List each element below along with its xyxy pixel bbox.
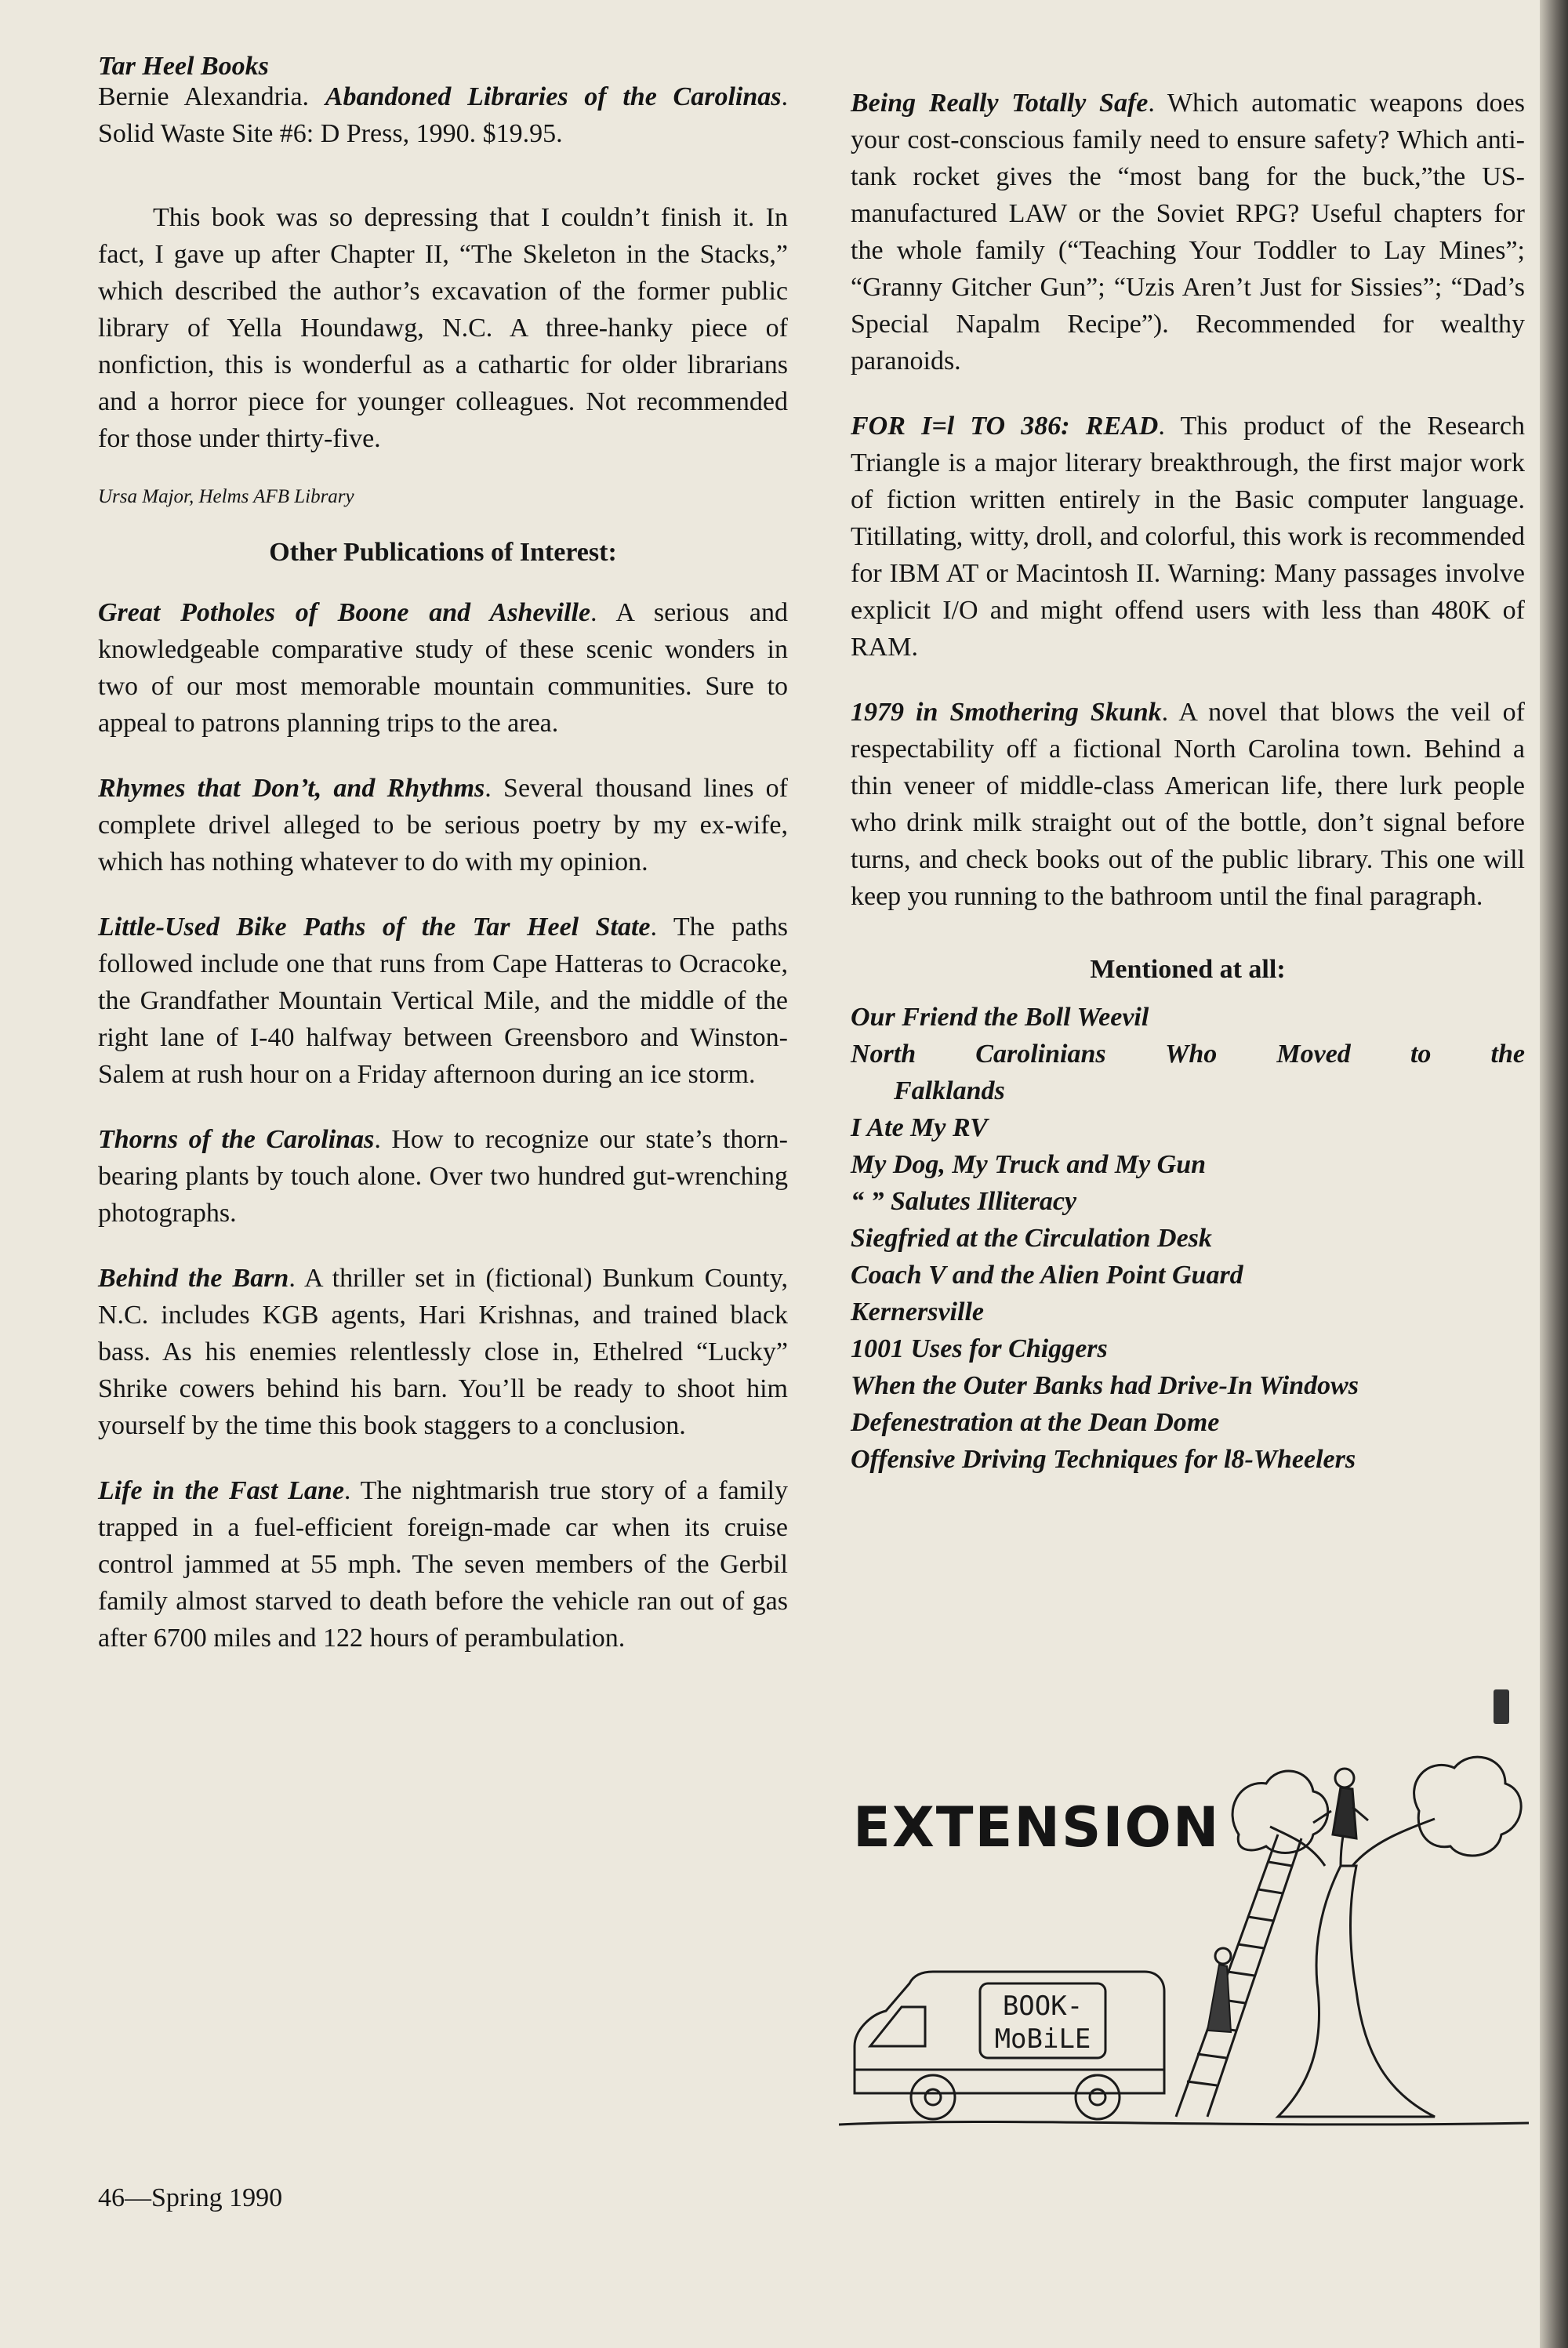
page-footer: 46—Spring 1990: [98, 2183, 283, 2212]
entry-text: . The nightmarish true story of a family trapped in a fuel-efficient foreign-made car when its cruise control jammed at 55 mph. The seven members of the Gerbil family almost starved to death before the vehicle ran out of gas after 6700 miles and 122 hours of perambulation.: [98, 1476, 788, 1653]
entry-text: . A serious and knowledgeable comparative study of these scenic wonders in two of our most memorable mountain communities. Sure to appeal to patrons planning trips to the area.: [98, 598, 789, 738]
mentioned-item: Siegfried at the Circulation Desk: [851, 1224, 1212, 1253]
extension-title: EXTENSION: [853, 1795, 1221, 1860]
van-sign-line1: BOOK-: [1002, 1991, 1083, 2022]
mentioned-item: 1001 Uses for Chiggers: [851, 1334, 1108, 1363]
entry: [98, 1260, 788, 1444]
mentioned-item: Kernersville: [851, 1297, 984, 1326]
mentioned-item: When the Outer Banks had Drive-In Windows: [851, 1371, 1359, 1400]
ground-line: [839, 2121, 1529, 2125]
tree-foliage-left: [1232, 1771, 1328, 1853]
page-tab-marker: [1494, 1689, 1509, 1724]
entry-text: . A novel that blows the veil of respectability off a fictional North Carolina town. Behind a thin veneer of middle-class American life, there lurk people who drink milk straight out of the bottle, don’t signal before turns, and check books out of the public library. This one will keep you running to the bathroom until the final paragraph.: [851, 698, 1525, 911]
mentioned-item: I Ate My RV: [851, 1113, 988, 1142]
citation-author: Bernie Alexandria.: [98, 82, 325, 111]
entry-title: FOR I=l TO 386: READ: [851, 412, 1159, 441]
tree-trunk: [1278, 1866, 1435, 2117]
left-column: [98, 52, 789, 1657]
van-sign-line2: MoBiLE: [994, 2023, 1091, 2055]
mentioned-item: Offensive Driving Techniques for l8-Wheelers: [851, 1445, 1356, 1474]
entry-title: Great Potholes of Boone and Asheville: [98, 598, 591, 627]
entry-title: Being Really Totally Safe: [851, 89, 1149, 118]
tree-foliage-right: [1414, 1757, 1522, 1856]
climbing-figure: [1207, 1948, 1231, 2032]
ladder: [1176, 1834, 1301, 2117]
page-edge-shadow: [1540, 0, 1568, 2348]
reviewer-signature: Ursa Major, Helms AFB Library: [98, 486, 354, 507]
entry-text: . Several thousand lines of complete drivel alleged to be serious poetry by my ex-wife, which has nothing whatever to do with my opinion.: [98, 774, 788, 876]
entry: [98, 770, 788, 880]
entry-text: . The paths followed include one that runs from Cape Hatteras to Ocracoke, the Grandfather Mountain Vertical Mile, and the middle of the right lane of I-40 halfway between Greensboro and Winston-Salem at rush hour on a Friday afternoon during an ice storm.: [98, 913, 789, 1089]
mentioned-heading: Mentioned at all:: [1090, 955, 1286, 984]
entry: [98, 594, 788, 742]
entry-title: Behind the Barn: [98, 1264, 289, 1293]
mentioned-item: Our Friend the Boll Weevil: [851, 1003, 1149, 1032]
entry: [851, 694, 1525, 915]
entry-title: Little-Used Bike Paths of the Tar Heel State: [98, 913, 651, 942]
mentioned-item: Defenestration at the Dean Dome: [851, 1408, 1220, 1437]
mentioned-item: Falklands: [894, 1076, 1005, 1105]
entry: [98, 1472, 788, 1657]
mentioned-item: North Carolinians Who Moved to the: [851, 1040, 1525, 1069]
entry: [851, 85, 1525, 379]
citation-title: Abandoned Libraries of the Carolinas: [325, 82, 782, 111]
other-publications-heading: Other Publications of Interest:: [269, 538, 617, 567]
mentioned-list: [851, 999, 1525, 1478]
right-column: [851, 85, 1525, 1478]
mentioned-item: “ ” Salutes Illiteracy: [851, 1187, 1077, 1216]
entry: [98, 909, 788, 1093]
entry: [851, 408, 1525, 666]
entry-text: . Which automatic weapons does your cost-conscious family need to ensure safety? Which anti-tank rocket gives the “most bang for the buck,”the US-manufactured LAW or the Soviet RPG? Useful chapters for the whole family (“Teaching Your Toddler to Lay Mines”; “Granny Gitcher Gun”; “Uzis Aren’t Just for Sissies”; “Dad’s Special Napalm Recipe”). Recommended for wealthy paranoids.: [851, 89, 1525, 376]
review-text: This book was so depressing that I couldn’t finish it. In fact, I gave up after Chapter II, “The Skeleton in the Stacks,” which described the author’s excavation of the former public library of Yella Houndawg, N.C. A three-hanky piece of nonfiction, this is wonderful as a cathartic for older librarians and a horror piece for younger colleagues. Not recommended for those under thirty-five.: [98, 203, 788, 453]
book-citation: [98, 78, 788, 152]
entry-title: Thorns of the Carolinas: [98, 1125, 375, 1154]
mentioned-item: Coach V and the Alien Point Guard: [851, 1261, 1243, 1290]
entry-title: Rhymes that Don’t, and Rhythms: [98, 774, 485, 803]
entry-text: . This product of the Research Triangle is a major literary breakthrough, the first major work of fiction written entirely in the Basic computer language. Titillating, witty, droll, and colorful, this work is recommended for IBM AT or Macintosh II. Warning: Many passages involve explicit I/O and might offend users with less than 480K of RAM.: [851, 412, 1526, 662]
entry-text: . How to recognize our state’s thorn-bearing plants by touch alone. Over two hundred gut-wrenching photographs.: [98, 1125, 788, 1228]
entry-text: . A thriller set in (fictional) Bunkum County, N.C. includes KGB agents, Hari Krishnas, and trained black bass. As his enemies relentlessly close in, Ethelred “Lucky” Shrike cowers behind his barn. You’ll be ready to shoot him yourself by the time this book staggers to a conclusion.: [98, 1264, 788, 1440]
mentioned-item: My Dog, My Truck and My Gun: [851, 1150, 1207, 1179]
entry-title: 1979 in Smothering Skunk: [851, 698, 1162, 727]
citation-details: . Solid Waste Site #6: D Press, 1990. $19.95.: [98, 82, 788, 148]
reader-figure-head: [1335, 1769, 1354, 1787]
section-title: Tar Heel Books: [98, 52, 269, 81]
entry-title: Life in the Fast Lane: [98, 1476, 344, 1505]
entry: [98, 1121, 788, 1232]
